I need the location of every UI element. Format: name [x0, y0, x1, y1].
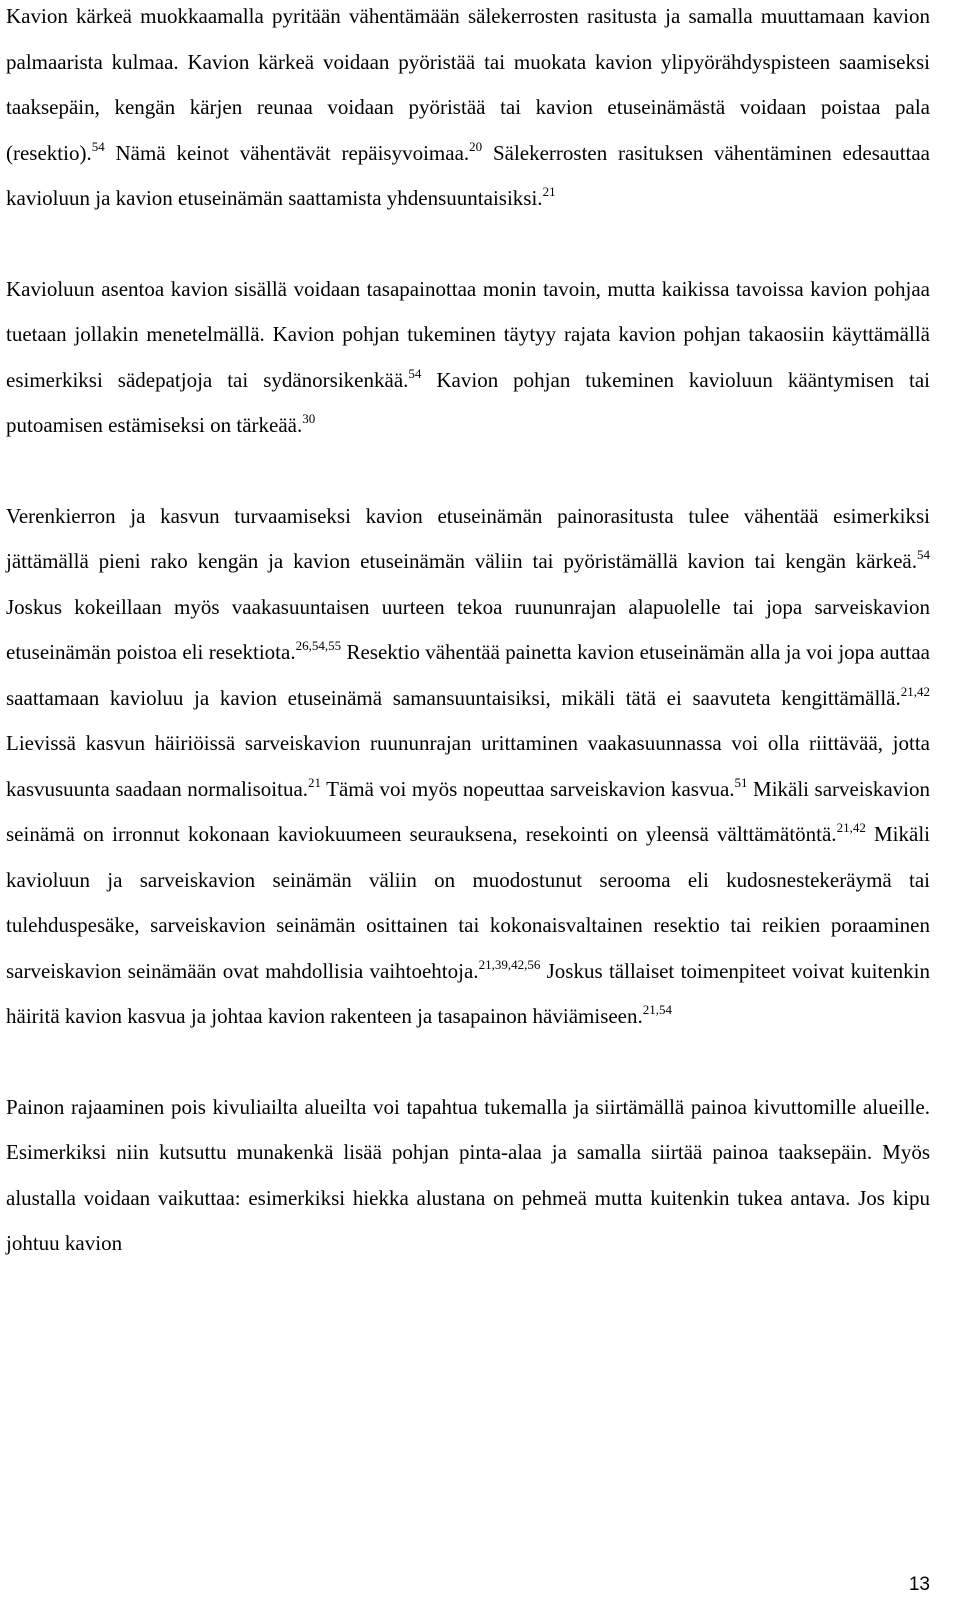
- citation-reference: 30: [302, 411, 316, 426]
- page-number: 13: [908, 1574, 930, 1595]
- citation-reference: 21,39,42,56: [478, 956, 541, 972]
- paragraph-text: Sälekerrosten rasituksen vähentäminen edesauttaa kavioluun ja kavion etuseinämän saattamista yhdensuuntaisiksi.: [6, 140, 930, 210]
- paragraph-text: Lievissä kasvun häiriöissä sarveiskavion ruununrajan urittaminen vaakasuunnassa voi olla riittävää, jotta kasvusuunta saadaan normalisoitua.: [6, 731, 930, 801]
- paragraph-text: Kavion kärkeä muokkaamalla pyritään vähentämään sälekerrosten rasitusta ja samalla muuttamaan kavion palmaarista kulmaa. Kavion kärkeä voidaan pyöristää tai muokata kavion ylipyörähdyspisteen saamiseksi taaksepäin, kengän kärjen reunaa voidaan pyöristää tai kavion etuseinämästä voidaan poistaa pala (resektio).: [6, 4, 930, 165]
- paragraph-text: Nämä keinot vähentävät repäisyvoimaa.: [104, 140, 470, 165]
- paragraph-spacer: [6, 222, 930, 267]
- citation-reference: 21,54: [642, 1002, 673, 1017]
- paragraph-spacer: [6, 1040, 930, 1085]
- citation-reference: 54: [408, 365, 422, 381]
- paragraph-text: Mikäli sarveiskavion seinämä on irronnut kokonaan kaviokuumeen seurauksena, resekointi on yleensä välttämätöntä.: [6, 776, 930, 846]
- citation-reference: 21,42: [900, 683, 930, 699]
- paragraph-coffin-bone-support: [6, 267, 930, 449]
- paragraph-text: Mikäli kavioluun ja sarveiskavion seinämän väliin on muodostunut serooma eli kudosnestekeräymä tai tulehduspesäke, sarveiskavion seinämän osittainen tai kokonaisvaltainen resektio tai reikien poraaminen sarveiskavion seinämään ovat mahdollisia vaihtoehtoja.: [6, 822, 930, 983]
- citation-reference: 54: [91, 138, 105, 154]
- citation-reference: 51: [734, 774, 748, 790]
- citation-reference: 21,42: [836, 820, 866, 835]
- paragraph-circulation-resection: [6, 494, 930, 1040]
- paragraph-hoof-toe-modification: [6, 0, 930, 222]
- citation-reference: 21: [542, 184, 556, 199]
- paragraph-text: Kavioluun asentoa kavion sisällä voidaan tasapainottaa monin tavoin, mutta kaikissa tavoissa kavion pohjaa tuetaan jollakin menetelmällä. Kavion pohjan tukeminen täytyy rajata kavion pohjan takaosiin käyttämällä esimerkiksi sädepatjoja tai sydänorsikenkää.: [6, 276, 930, 392]
- paragraph-text: Painon rajaaminen pois kivuliailta alueilta voi tapahtua tukemalla ja siirtämällä painoa kivuttomille alueille. Esimerkiksi niin kutsuttu munakenkä lisää pohjan pinta-alaa ja samalla siirtää painoa taaksepäin. Myös alustalla voidaan vaikuttaa: esimerkiksi hiekka alustana on pehmeä mutta kuitenkin tukea antava. Jos kipu johtuu kavion: [6, 1094, 930, 1255]
- paragraph-weight-relief: [6, 1085, 930, 1267]
- citation-reference: 54: [917, 547, 930, 562]
- citation-reference: 26,54,55: [295, 638, 342, 653]
- citation-reference: 20: [469, 138, 483, 154]
- paragraph-spacer: [6, 449, 930, 494]
- paragraph-text: Tämä voi myös nopeuttaa sarveiskavion kasvua.: [321, 776, 735, 801]
- paragraph-text: Joskus tällaiset toimenpiteet voivat kuitenkin häiritä kavion kasvua ja johtaa kavion rakenteen ja tasapainon häviämiseen.: [6, 958, 930, 1028]
- paragraph-text: Resektio vähentää painetta kavion etuseinämän alla ja voi jopa auttaa saattamaan kavioluu ja kavion etuseinämä samansuuntaisiksi, mikäli tätä ei saavuteta kengittämällä.: [6, 640, 930, 710]
- paragraph-text: Kavion pohjan tukeminen kavioluun kääntymisen tai putoamisen estämiseksi on tärkeää.: [6, 367, 930, 437]
- paragraph-text: Joskus kokeillaan myös vaakasuuntaisen uurteen tekoa ruununrajan alapuolelle tai jopa sarveiskavion etuseinämän poistoa eli resektiota.: [6, 594, 930, 664]
- paragraph-text: Verenkierron ja kasvun turvaamiseksi kavion etuseinämän painorasitusta tulee vähentää esimerkiksi jättämällä pieni rako kengän ja kavion etuseinämän väliin tai pyöristämällä kavion tai kengän kärkeä.: [6, 503, 930, 573]
- citation-reference: 21: [308, 774, 322, 790]
- document-page: [6, 0, 930, 1267]
